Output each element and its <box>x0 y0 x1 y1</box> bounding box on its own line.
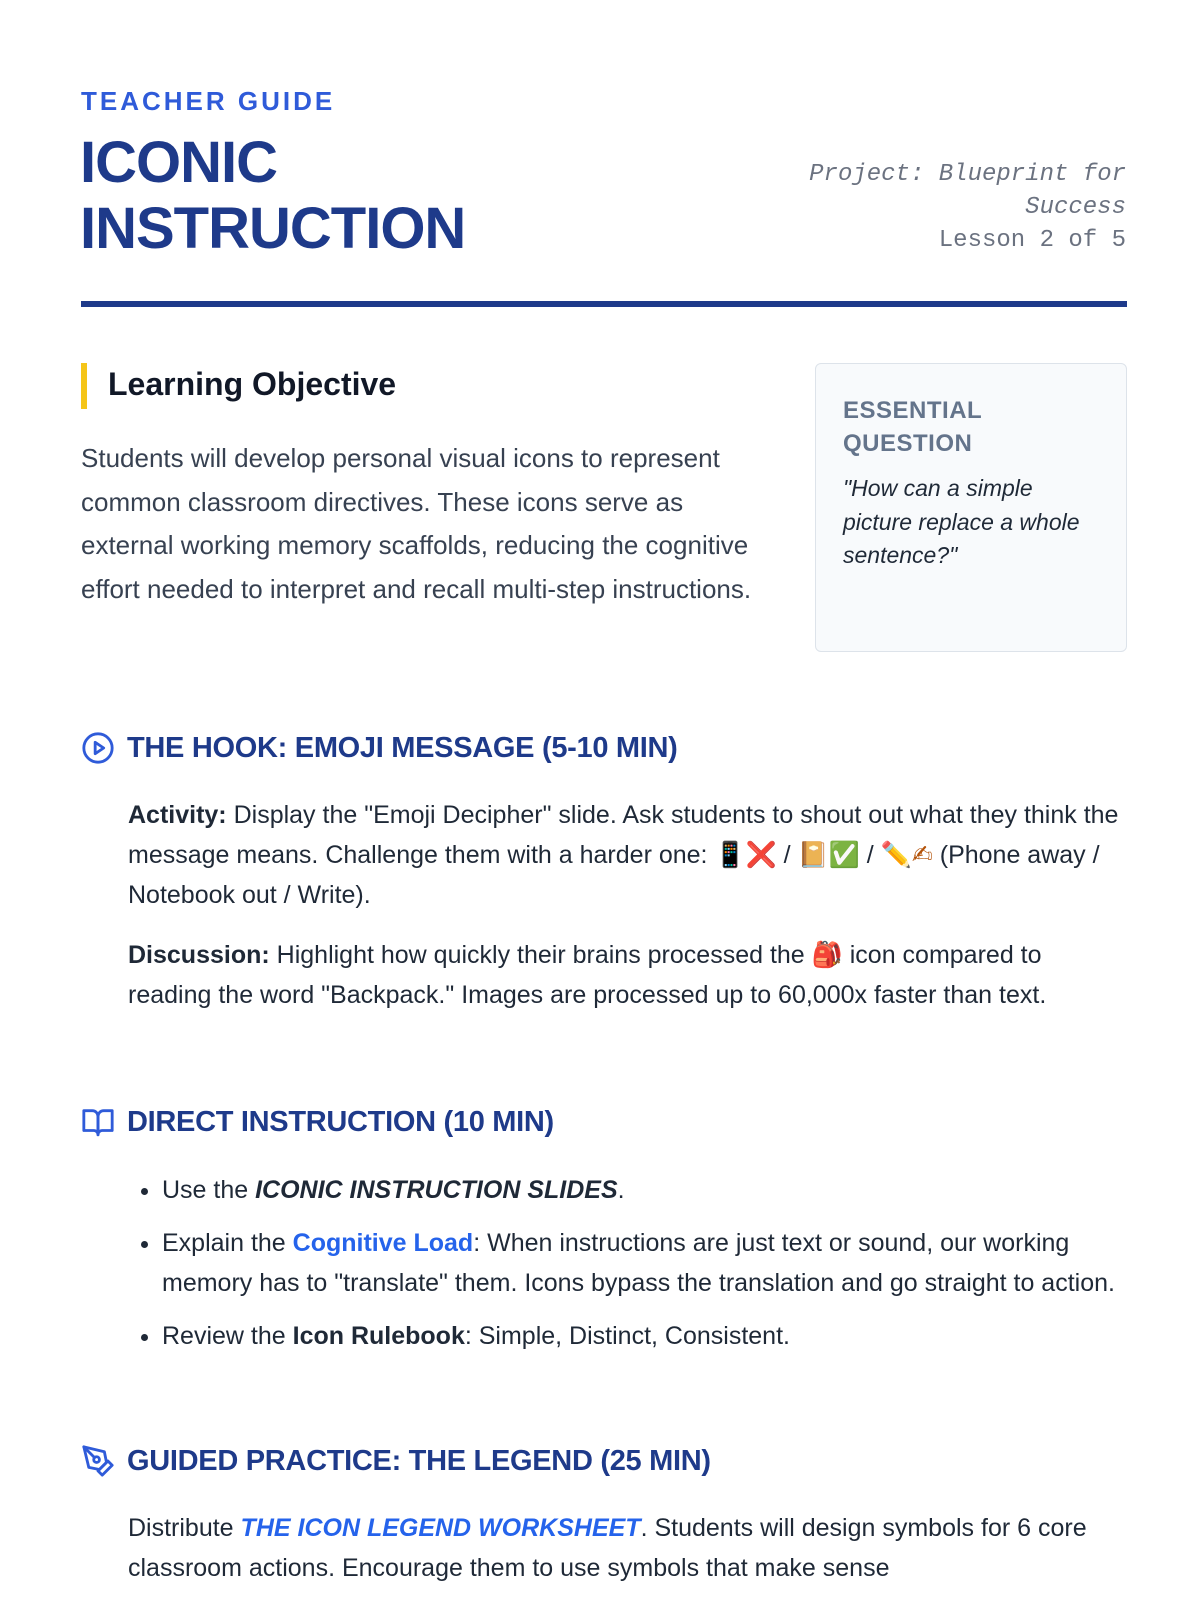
header-divider <box>81 301 1127 307</box>
list-item <box>162 1223 1152 1303</box>
hook-activity <box>128 795 1128 915</box>
hook-title: THE HOOK: EMOJI MESSAGE (5-10 MIN) <box>127 731 678 764</box>
backpack-emoji: 🎒 <box>811 940 843 969</box>
notebook-emoji: 📔 <box>797 840 829 869</box>
icon-rulebook-term: Icon Rulebook <box>292 1322 465 1350</box>
list-item <box>162 1316 1152 1356</box>
book-icon <box>81 1105 115 1139</box>
bullet-text: : Simple, Distinct, Consistent. <box>464 1322 790 1350</box>
guided-text-post: . Students will design symbols for 6 core classroom actions. Encourage them to use symbols that make sense <box>128 1514 1087 1582</box>
list-item <box>162 1170 1152 1210</box>
activity-end-text: (Phone away / Notebook out / Write). <box>128 841 1100 909</box>
guided-section-header <box>81 1444 711 1478</box>
page-title <box>80 130 640 262</box>
pencil-emoji: ✏️ <box>880 840 912 869</box>
pen-tool-icon <box>81 1444 115 1478</box>
discussion-text-a: Highlight how quickly their brains processed the <box>269 941 812 969</box>
check-emoji: ✅ <box>828 840 860 869</box>
direct-instruction-list <box>128 1170 1152 1369</box>
lesson-number: Lesson 2 of 5 <box>938 227 1126 254</box>
bullet-text: : When instructions are just text or sound, our working memory has to "translate" them. Icons bypass the translation and go straight to action. <box>162 1229 1115 1297</box>
discussion-text-b: icon compared to reading the word "Backpack." Images are processed up to 60,000x faster than text. <box>128 941 1047 1009</box>
title-line-1: ICONIC <box>80 130 277 195</box>
objective-accent-bar <box>81 363 87 409</box>
discussion-label: Discussion: <box>128 941 270 969</box>
activity-label: Activity: <box>128 801 227 829</box>
essential-question-card <box>815 363 1127 652</box>
title-line-2: INSTRUCTION <box>80 196 466 261</box>
essential-question-text: "How can a simple picture replace a whole sentence?" <box>843 475 1080 568</box>
bullet-text: . <box>617 1176 625 1204</box>
bullet-text: Review the <box>162 1322 293 1350</box>
bullet-text: Explain the <box>162 1229 293 1257</box>
essential-question-label: ESSENTIAL QUESTION <box>843 397 982 457</box>
phone-emoji: 📱 <box>714 840 746 869</box>
slash-separator: / <box>776 841 798 869</box>
slides-reference: ICONIC INSTRUCTION SLIDES <box>255 1176 618 1204</box>
guided-text <box>128 1508 1128 1588</box>
activity-text: Display the "Emoji Decipher" slide. Ask students to shout out what they think the message means. Challenge them with a harder one: <box>128 801 1119 869</box>
project-name: Project: Blueprint for Success <box>809 161 1126 221</box>
guided-text-pre: Distribute <box>128 1514 241 1542</box>
cross-emoji: ❌ <box>745 840 777 869</box>
icon-legend-worksheet-link[interactable]: THE ICON LEGEND WORKSHEET <box>240 1514 641 1542</box>
hook-discussion <box>128 935 1128 1015</box>
direct-section-header <box>81 1105 554 1139</box>
objective-text: Students will develop personal visual icons to represent common classroom directives. These icons serve as external working memory scaffolds, reducing the cognitive effort needed to interpret and recall multi-step instructions. <box>81 443 752 604</box>
objective-heading: Learning Objective <box>108 366 397 402</box>
play-circle-icon <box>81 731 115 765</box>
hook-section-header <box>81 731 678 765</box>
eyebrow-label: TEACHER GUIDE <box>81 86 336 116</box>
direct-title: DIRECT INSTRUCTION (10 MIN) <box>127 1105 554 1138</box>
writing-hand-emoji: ✍ <box>911 840 933 869</box>
guided-title: GUIDED PRACTICE: THE LEGEND (25 MIN) <box>127 1444 711 1477</box>
lesson-meta <box>766 158 1126 257</box>
slash-separator: / <box>859 841 881 869</box>
bullet-text: Use the <box>162 1176 256 1204</box>
cognitive-load-link[interactable]: Cognitive Load <box>292 1229 474 1257</box>
